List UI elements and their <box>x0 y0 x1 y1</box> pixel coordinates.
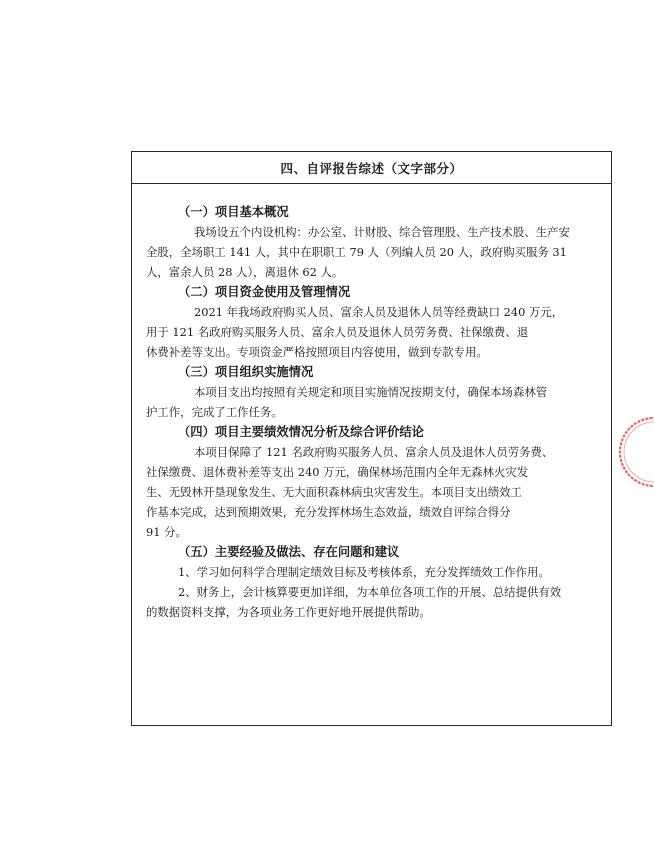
paragraph-line: 作基本完成，达到预期效果，充分发挥林场生态效益，绩效自评综合得分 <box>146 505 511 519</box>
paragraph-line: 用于 121 名政府购买服务人员、富余人员及退休人员劳务费、社保缴费、退 <box>146 325 529 339</box>
paragraph-line: 全股，全场职工 141 人，其中在职职工 79 人（列编人员 20 人，政府购买服务 31 <box>146 245 567 259</box>
section-title: 四、自评报告综述（文字部分） <box>280 160 463 176</box>
section-heading: （五）主要经验及做法、存在问题和建议 <box>178 544 400 559</box>
paragraph-line: 护工作，完成了工作任务。 <box>146 405 283 419</box>
section-heading: （四）项目主要绩效情况分析及综合评价结论 <box>178 424 424 439</box>
paragraph-line: 1、学习如何科学合理制定绩效目标及考核体系，充分发挥绩效工作作用。 <box>178 565 550 579</box>
paragraph-line: 本项目保障了 121 名政府购买服务人员、富余人员及退休人员劳务费、 <box>194 445 554 459</box>
section-heading: （二）项目资金使用及管理情况 <box>178 284 351 299</box>
paragraph-line: 社保缴费、退休费补差等支出 240 万元，确保林场范围内全年无森林火灾发 <box>146 465 529 479</box>
paragraph-line: 我场设五个内设机构：办公室、计财股、综合管理股、生产技术股、生产安 <box>194 225 570 239</box>
paragraph-line: 2、财务上，会计核算要更加详细，为本单位各项工作的开展、总结提供有效 <box>178 585 562 599</box>
paragraph-line: 人，富余人员 28 人），离退休 62 人。 <box>146 265 344 279</box>
paragraph-line: 2021 年我场政府购买人员、富余人员及退休人员等经费缺口 240 万元， <box>194 305 564 319</box>
red-seal-stamp <box>614 412 654 492</box>
paragraph-line: 休费补差等支出。专项资金严格按照项目内容使用，做到专款专用。 <box>146 345 488 359</box>
title-row <box>132 152 611 184</box>
paragraph-line: 本项目支出均按照有关规定和项目实施情况按期支付，确保本场森林管 <box>194 385 548 399</box>
paragraph-line: 的数据资料支撑，为各项业务工作更好地开展提供帮助。 <box>146 605 431 619</box>
report-frame <box>131 151 612 726</box>
section-heading: （一）项目基本概况 <box>178 204 289 219</box>
seal-icon <box>614 412 654 492</box>
paragraph-line: 生、无毁林开垦现象发生、无大面积森林病虫灾害发生。本项目支出绩效工 <box>146 485 522 499</box>
paragraph-line: 91 分。 <box>146 525 187 539</box>
section-heading: （三）项目组织实施情况 <box>178 364 314 379</box>
